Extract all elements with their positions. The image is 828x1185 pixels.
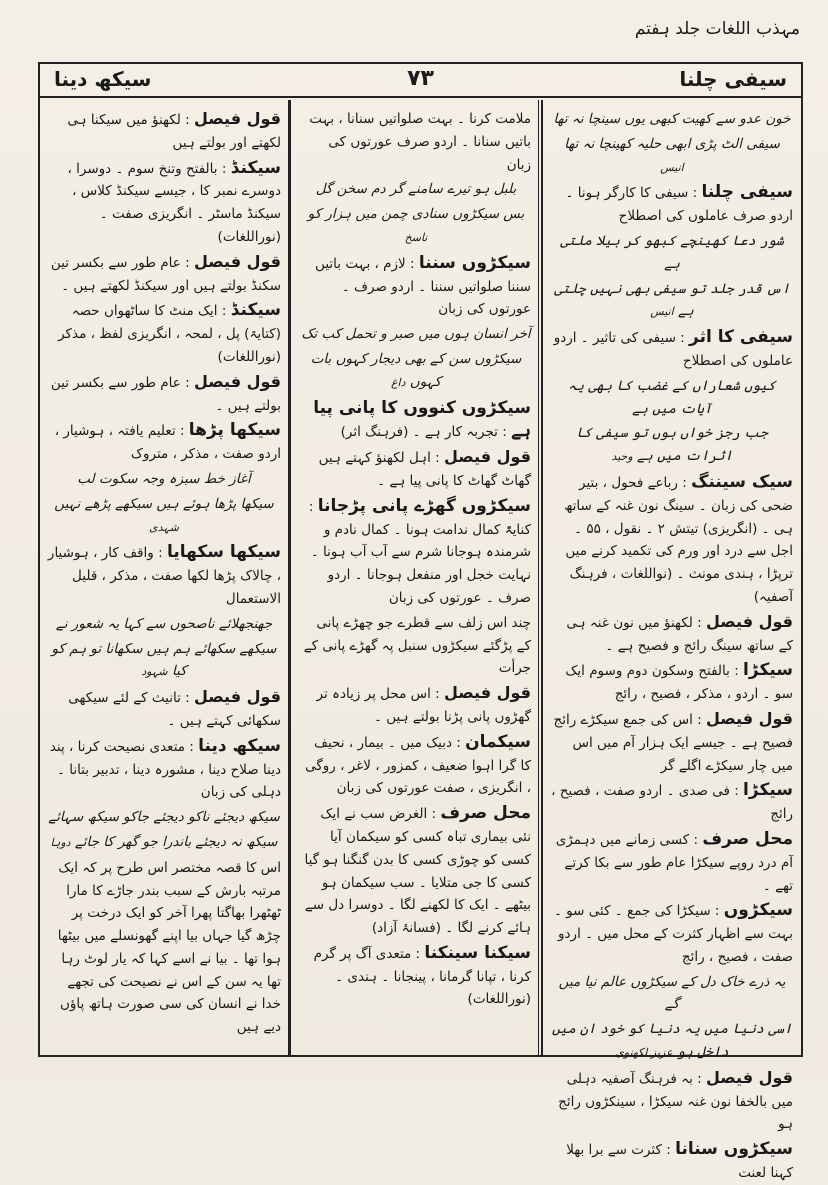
final-verdict-label: قول فیصل: [193, 251, 281, 271]
verse-text: سیکھا پڑھا ہوئے ہیں سیکھے پڑھے نہیں: [54, 495, 274, 512]
dictionary-entry: [551, 471, 793, 609]
verse-text: سیفی الٹ پڑی ابھی حلیہ کھینچا نہ تھا: [564, 135, 780, 152]
entry-definition: : دبیک میں ۔ بیمار ، نحیف کا گرا اہوا ضعیف ، کمزور ، لاغر ، روگی ، انگریزی ، صفت عورتوں کی زبان: [305, 734, 531, 797]
verse-text: آخر انسان ہوں میں صبر و تحمل کب تک: [301, 326, 531, 343]
entry-headword: سیکڑوں سنانا: [675, 1139, 793, 1160]
entry-definition: : عام طور سے بکسر تین سکنڈ بولتے ہیں اور سیکنڈ لکھتے ہیں ۔: [50, 254, 281, 294]
entry-definition: : لکھنؤ میں سیکنا ہی لکھتے اور بولتے ہیں: [67, 112, 281, 151]
verse-text: شور دعا کھینچے کبھو کر بیلا ملتی ہے: [560, 232, 784, 272]
final-verdict-label: قول فیصل: [705, 708, 793, 728]
verse-text: سیکھ دیجئے ناکو دیجئے جاکو سیکھ سہائے: [48, 809, 280, 826]
entry-definition: : اس محل پر زیادہ تر گھڑوں پانی پڑنا بولتے ہیں ۔: [316, 686, 531, 725]
page-header: [40, 64, 801, 98]
final-verdict-label: قول فیصل: [193, 687, 281, 707]
dictionary-entry: [551, 1067, 793, 1136]
entry-headword: سیکھ دینا: [198, 735, 281, 756]
dictionary-entry: [301, 397, 531, 445]
entry-headword: سیکڑوں: [723, 900, 793, 921]
column-middle: [293, 100, 539, 1055]
dictionary-entry: [301, 252, 531, 321]
poet-attribution: شہود: [141, 665, 168, 679]
dictionary-entry: [551, 779, 793, 826]
entry-definition: : بہ فرہنگ آصفیہ دہلی میں بالخفا نون غنہ سیکڑا ، سینکڑوں رائج ہو: [558, 1070, 793, 1133]
verse-line: [47, 613, 281, 636]
dictionary-entry: [301, 495, 531, 610]
entry-headword: سیفی چلنا: [701, 182, 793, 203]
poet-attribution: ناسخ: [404, 230, 428, 244]
entry-definition: : واقف کار ، ہوشیار ، چالاک پڑھا لکھا صفت ، مذکر ، قلیل الاستعمال: [47, 545, 281, 607]
page-frame: [38, 62, 803, 1182]
dictionary-entry: [301, 802, 531, 940]
verse-line: [551, 108, 793, 131]
entry-definition: : متعدی نصیحت کرنا ، پند دینا صلاح دینا ، مشورہ دینا ، تدبیر بتانا ۔ دہلی کی زبان: [49, 738, 281, 801]
dictionary-entry: [551, 828, 793, 897]
entry-definition: ملامت کرنا ۔ بہت صلواتیں سنانا ، بہت باتیں سنانا ۔ اردو صرف عورتوں کی زبان: [309, 111, 531, 173]
entry-definition: : تجربہ کار ہے ۔ (فرہنگ اثر): [340, 424, 507, 441]
dictionary-entry: [301, 446, 531, 493]
verse-line: [47, 831, 281, 855]
verse-line: [551, 971, 793, 1017]
entry-headword: سیکنڈ: [230, 157, 281, 178]
entry-definition: : رباعے فحول ، بتیر ضحی کی زبان ۔ سینگ نون غنہ کے ساتھ ہی ۔ (انگریزی) تیتش ۲ ۔ نقول ، ۵۵ ۔ اجل سے درد اور ورم کی تکمید کرنے میں ترپڑا ، ہندی مونث ۔ (نواللغات ، فرہنگ آصفیہ): [564, 474, 793, 605]
verse-text: بس سیکڑوں سنادی چمن میں ہزار کو: [307, 206, 525, 223]
entry-headword: سیک سیننگ: [691, 471, 793, 492]
verse-line: [301, 348, 531, 395]
final-verdict-label: قول فیصل: [193, 109, 281, 128]
entry-headword: سیکمان: [465, 731, 531, 752]
final-verdict-label: قول فیصل: [705, 611, 793, 631]
entry-definition: : تانیث کے لئے سیکھی سکھائی کہتے ہیں ۔: [68, 690, 281, 729]
verse-line: [301, 323, 531, 346]
verse-text: بلبل ہو تیرے سامنے گر دم سخن گل: [315, 181, 517, 198]
entry-definition: : سیفی کا کارگر ہونا ۔ اردو صرف عاملوں کی اصطلاح: [565, 185, 793, 225]
dictionary-entry: [301, 108, 531, 176]
verse-line: [551, 375, 793, 421]
column-right: [543, 100, 801, 1182]
entry-definition: : اہل لکھنؤ کہتے ہیں گھاٹ گھاٹ کا پانی پیا ہے ۔: [318, 450, 531, 489]
dictionary-entry: [551, 708, 793, 777]
verse-line: [47, 806, 281, 829]
verse-text: کیوں شعاراں کے غضب کا بھی یہ آیات میں ہے: [568, 377, 776, 417]
poet-attribution: عزیز لکھنوی: [615, 1046, 673, 1060]
verse-text: آغاز خط سبزہ وجہ سکوت لب: [77, 470, 251, 487]
verse-text: سیکھ نہ دیجئے باندرا جو گھر کا جائے: [74, 833, 278, 850]
entry-definition: : متعدی آگ پر گرم کرنا ، تپانا گرمانا ، پینجانا ۔ ہندی ۔ (نوراللغات): [313, 945, 531, 1008]
entry-definition: اس کا قصہ مختصر اس طرح پر کہ ایک مرتبہ بارش کے سبب بندر جاڑے کا مارا ٹھٹھرا بھاگتا پھرا آخر کو ایک درخت پر چڑھ گیا جہاں بیا اپنے گھونسلے میں بیٹھا ہوا تھا ۔ بیا نے اسے کہا کہ یار لوٹ رہا تھا یہ سن کے اس نے نصیحت کی تجھے خدا نے انسان کی سی صورت ہاتھ پاؤں دیے ہیں: [57, 859, 281, 1036]
dictionary-entry: [301, 942, 531, 1011]
dictionary-entry: [551, 659, 793, 706]
verse-line: [551, 1018, 793, 1065]
entry-headword: سیکھا پڑھا: [188, 420, 281, 441]
verse-text: سیکڑوں سن کے بھی دیجار کہوں بات کہوں: [310, 350, 522, 390]
entry-definition: : سیکڑا کی جمع ۔ کئی سو ۔ بہت سے اظہار کثرت کے محل میں ۔ اردو صفت ، فصیح ، رائج: [553, 903, 793, 965]
entry-definition: : بالفتح وتنخ سوم ۔ دوسرا ، دوسرے نمبر کا ، جیسے سیکنڈ کلاس ، سیکنڈ ماسٹر ۔ انگریزی صفت ۔ (نوراللغات): [67, 160, 281, 245]
entry-definition: : تعلیم یافتہ ، ہوشیار ، اردو صفت ، مذکر ، متروک: [54, 423, 281, 463]
poet-attribution: انیس: [650, 305, 674, 319]
entry-definition: : لکھنؤ میں نون غنہ ہی کے ساتھ سینگ رائج و فصیح ہے ۔: [566, 614, 793, 654]
entry-headword: سیکڑوں گھڑے پانی پڑجانا: [317, 495, 531, 516]
entry-headword: محل صرف: [440, 803, 531, 824]
dictionary-entry: [47, 108, 281, 155]
entry-definition: : کسی زمانے میں دہمڑی آم درد روپے سیکڑا عام طور سے بکا کرتے تھے ۔: [555, 831, 793, 894]
verse-text: یہ ذرے خاک دل کے سیکڑوں عالم نیا میں گے: [558, 973, 786, 1013]
poet-attribution: داغ: [390, 375, 406, 389]
entry-headword: سیکنا سینکنا: [424, 942, 531, 963]
verse-line: [47, 468, 281, 491]
entry-definition: : کنایۃً کمال ندامت ہونا ۔ کمال نادم و شرمندہ ہوجانا شرم سے آب آب ہونا ۔ نہایت خجل اور منفعل ہوجانا ۔ اردو صرف ۔ عورتوں کی زبان: [308, 498, 531, 606]
dictionary-entry: [551, 181, 793, 228]
entry-definition: : اس کی جمع سیکڑے رائج فصیح ہے ۔ جیسے ایک ہزار آم میں اس میں چار سیکڑے اگلے گر: [553, 711, 793, 774]
entry-definition: : الغرض سب نے ایک نئی بیماری تباہ کسی کو سیکمان آیا کسی کو چوڑی کسی کا بدن گنگنا ہو گیا کسی کا جی متلایا ۔ سب سیکمان ہو بیٹھے ۔ ایک کا لکھنے لگا ۔ دوسرا دل سے ہائے کرنے لگا ۔ (فسانۂ آزاد): [304, 806, 531, 937]
dictionary-entry: [551, 1138, 793, 1185]
page-number: ۷۳: [407, 66, 434, 91]
final-verdict-label: قول فیصل: [193, 371, 281, 391]
dictionary-entry: [301, 612, 531, 680]
dictionary-entry: [47, 419, 281, 466]
verse-text: جھنجھلائے ناصحوں سے کہا یہ شعور نے: [55, 615, 273, 632]
book-title: مہذب اللغات جلد ہفتم: [634, 19, 800, 39]
entry-headword: سیفی کا اثر: [689, 327, 793, 348]
entry-definition: : فی صدی ۔ اردو صفت ، فصیح ، رائج: [551, 783, 793, 823]
dictionary-entry: [47, 541, 281, 610]
header-last-word: سیکھ دینا: [54, 67, 152, 91]
final-verdict-label: قول فیصل: [443, 447, 531, 467]
entry-definition: چند اس زلف سے قطرے جو چھڑے پانی کے پڑگئے سیکڑوں سنبل پہ گھڑے پانی کے جرأت: [303, 614, 531, 677]
entry-headword: سیکڑوں کنووں کا پانی پیا ہے: [313, 397, 531, 442]
entry-headword: محل صرف: [702, 828, 793, 849]
verse-text: اس قدر جلد تو سیفی بھی نہیں چلتی ہے: [554, 280, 790, 320]
entry-definition: : لازم ، بہت باتیں سننا صلواتیں سننا ۔ اردو صرف ۔ عورتوں کی زبان: [315, 255, 531, 318]
verse-text: سیکھے سکھائے ہم ہیں سکھانا تو ہم کو کیا: [51, 640, 277, 680]
verse-line: [551, 230, 793, 276]
verse-text: جب رجز خواں ہوں تو سیفی کا اثرات میں ہے: [576, 425, 768, 465]
entry-definition: : ایک منٹ کا ساٹھواں حصہ (کتایۃ) پل ، لمحہ ، انگریزی لفظ ، مذکر (نوراللغات): [58, 303, 281, 365]
dictionary-entry: [551, 611, 793, 658]
column-left: [39, 100, 289, 1055]
verse-line: [551, 422, 793, 469]
entry-definition: : بالفتح وسکون دوم وسوم ایک سو ۔ اردو ، مذکر ، فصیح ، رائج: [565, 663, 793, 703]
dictionary-entry: [47, 735, 281, 804]
final-verdict-label: قول فیصل: [443, 683, 531, 703]
dictionary-entry: [47, 686, 281, 733]
header-first-word: سیفی چلنا: [679, 67, 787, 91]
verse-line: [551, 133, 793, 180]
dictionary-entry: [47, 857, 281, 1039]
verse-line: [301, 178, 531, 201]
entry-headword: سیکڑا: [743, 780, 793, 801]
final-verdict-label: قول فیصل: [705, 1067, 793, 1087]
verse-text: خون عدو سے کھیت کبھی یوں سینچا نہ تھا: [553, 111, 791, 127]
poet-attribution: دوہا: [50, 835, 71, 849]
dictionary-entry: [551, 899, 793, 968]
verse-text: اسی دنیا میں یہ دنیا کو خود ان میں داخل ہو: [552, 1021, 792, 1061]
entry-headword: سیکنڈ: [230, 300, 281, 321]
dictionary-entry: [301, 682, 531, 729]
dictionary-entry: [301, 731, 531, 800]
entry-definition: : کثرت سے برا بھلا کہنا لعنت: [566, 1142, 793, 1182]
poet-attribution: وحید: [611, 450, 633, 464]
verse-line: [301, 203, 531, 250]
dictionary-entry: [47, 371, 281, 418]
verse-line: [47, 493, 281, 540]
poet-attribution: انیس: [660, 160, 684, 174]
entry-definition: : سیفی کی تاثیر ۔ اردو عاملوں کی اصطلاح: [553, 330, 793, 369]
entry-definition: : عام طور سے بکسر تین بولتے ہیں ۔: [50, 374, 281, 414]
entry-headword: سیکڑا: [743, 660, 793, 681]
dictionary-entry: [47, 299, 281, 368]
verse-line: [47, 638, 281, 685]
poet-attribution: شہدی: [148, 520, 180, 534]
dictionary-entry: [47, 157, 281, 249]
dictionary-entry: [551, 326, 793, 373]
entry-headword: سیکڑوں سننا: [418, 252, 531, 273]
column-divider: [289, 100, 291, 1055]
verse-line: [551, 278, 793, 325]
entry-headword: سیکھا سکھایا: [166, 542, 281, 563]
dictionary-entry: [47, 251, 281, 298]
